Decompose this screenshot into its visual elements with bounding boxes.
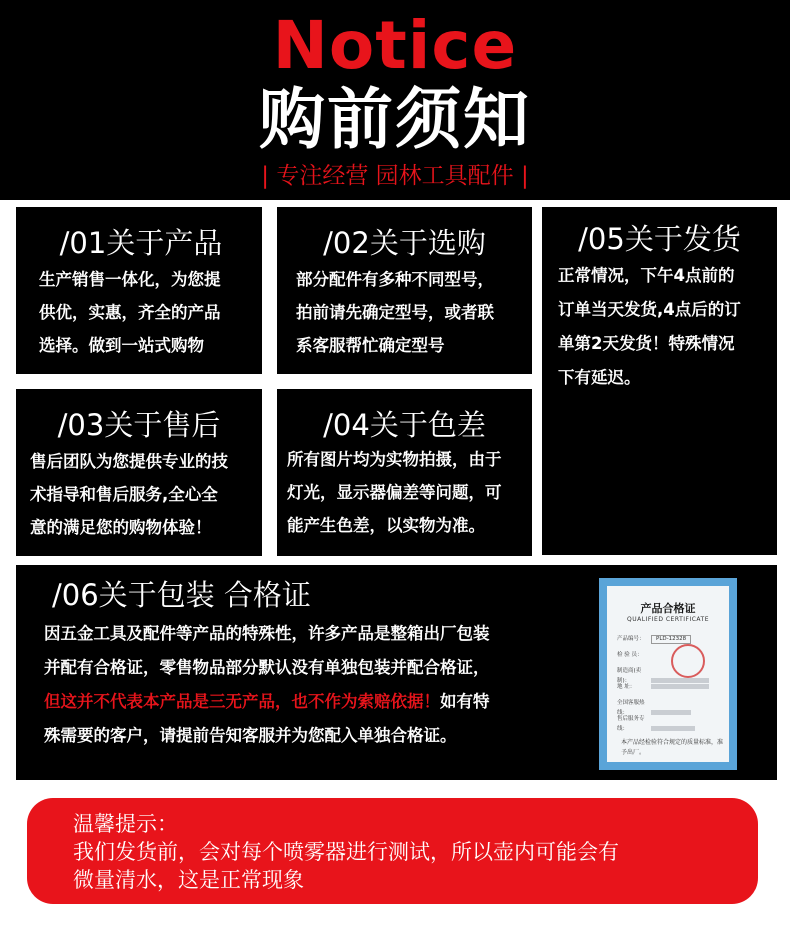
text-line: 系客服帮忙确定型号: [296, 336, 445, 355]
text-line: 灯光，显示器偏差等问题，可: [287, 483, 502, 502]
section-text: [558, 259, 741, 395]
section-shipping: [542, 207, 777, 555]
text-line: 因五金工具及配件等产品的特殊性，许多产品是整箱出厂包装: [44, 624, 490, 643]
text-line: 所有图片均为实物拍摄，由于: [287, 450, 502, 469]
text-line: 选择。做到一站式购物: [39, 336, 204, 355]
certificate-row: [617, 714, 721, 732]
text-line: 单第2天发货！特殊情况: [558, 334, 735, 353]
certificate-row: [617, 634, 721, 644]
text-line: 殊需要的客户，请提前告知客服并为您配入单独合格证。: [44, 726, 457, 745]
section-title: /01关于产品: [59, 226, 223, 260]
certificate-row-label: 地 址：: [617, 684, 636, 690]
header-banner: [0, 0, 790, 200]
section-title: /05关于发货: [578, 222, 741, 256]
section-after-sales: [16, 389, 262, 556]
certificate-footer: 本产品经检验符合规定的质量标准，准予出厂。: [621, 739, 724, 756]
warm-tip-banner: [27, 798, 758, 904]
section-color-difference: [277, 389, 532, 556]
section-text: [44, 617, 490, 753]
certificate-row: [617, 666, 721, 684]
certificate-row-label: 售后服务专线：: [617, 716, 645, 732]
certificate-image: [599, 578, 737, 770]
text-line: 正常情况，下午4点前的: [558, 266, 735, 285]
warm-tip-text: [73, 838, 619, 894]
text-line: 能产生色差，以实物为准。: [287, 516, 485, 535]
certificate-row-label: 产品编号：: [617, 636, 645, 642]
header-tagline: | 专注经营 园林工具配件 |: [261, 163, 529, 189]
section-text: [287, 443, 502, 542]
text-line: 我们发货前，会对每个喷雾器进行测试，所以壶内可能会有: [73, 840, 619, 864]
certificate-row-fill: [651, 684, 709, 689]
text-line: [44, 685, 490, 719]
header-title-en: Notice: [272, 7, 518, 84]
warning-text: 但这并不代表本产品是三无产品，也不作为索赔依据！: [44, 692, 440, 711]
section-title: /04关于色差: [323, 408, 486, 442]
section-title: /02关于选购: [323, 226, 486, 260]
text-line: 并配有合格证，零售物品部分默认没有单独包装并配合格证，: [44, 658, 490, 677]
text-line: 订单当天发货,4点后的订: [558, 300, 741, 319]
certificate-product-code: PLD-12328: [651, 635, 691, 644]
certificate-title: 产品合格证: [640, 602, 696, 615]
text-line: 下有延迟。: [558, 368, 641, 387]
section-selection: [277, 207, 532, 374]
text-line: 部分配件有多种不同型号，: [296, 270, 494, 289]
certificate-card: [607, 586, 729, 762]
text-line: 术指导和售后服务,全心全: [30, 485, 218, 504]
stamp-icon: [671, 644, 705, 678]
text-line: 拍前请先确定型号，或者联: [296, 303, 494, 322]
certificate-row-fill: [651, 726, 695, 731]
section-text: [30, 445, 228, 544]
text-fragment: 如有特: [440, 692, 490, 711]
header-title-cn: 购前须知: [259, 81, 531, 158]
certificate-row: [617, 698, 721, 716]
text-line: 生产销售一体化，为您提: [39, 270, 221, 289]
section-text: [39, 263, 221, 362]
section-title: /03关于售后: [57, 408, 221, 442]
section-title: /06关于包装 合格证: [52, 578, 311, 612]
text-line: 供优，实惠，齐全的产品: [39, 303, 221, 322]
warm-tip-heading: 温馨提示：: [73, 812, 178, 836]
certificate-row-label: 全国客服热线：: [617, 700, 645, 716]
text-line: 售后团队为您提供专业的技: [30, 452, 228, 471]
text-line: 微量清水，这是正常现象: [73, 868, 304, 892]
certificate-row-label: 检 验 员：: [617, 652, 643, 658]
section-text: [296, 263, 494, 362]
certificate-row: [617, 650, 721, 660]
certificate-row: [617, 682, 721, 692]
section-product: [16, 207, 262, 374]
certificate-subtitle: QUALIFIED CERTIFICATE: [626, 616, 710, 623]
certificate-row-label: 制造商(卖制)：: [617, 668, 642, 684]
text-line: 意的满足您的购物体验！: [30, 518, 212, 537]
